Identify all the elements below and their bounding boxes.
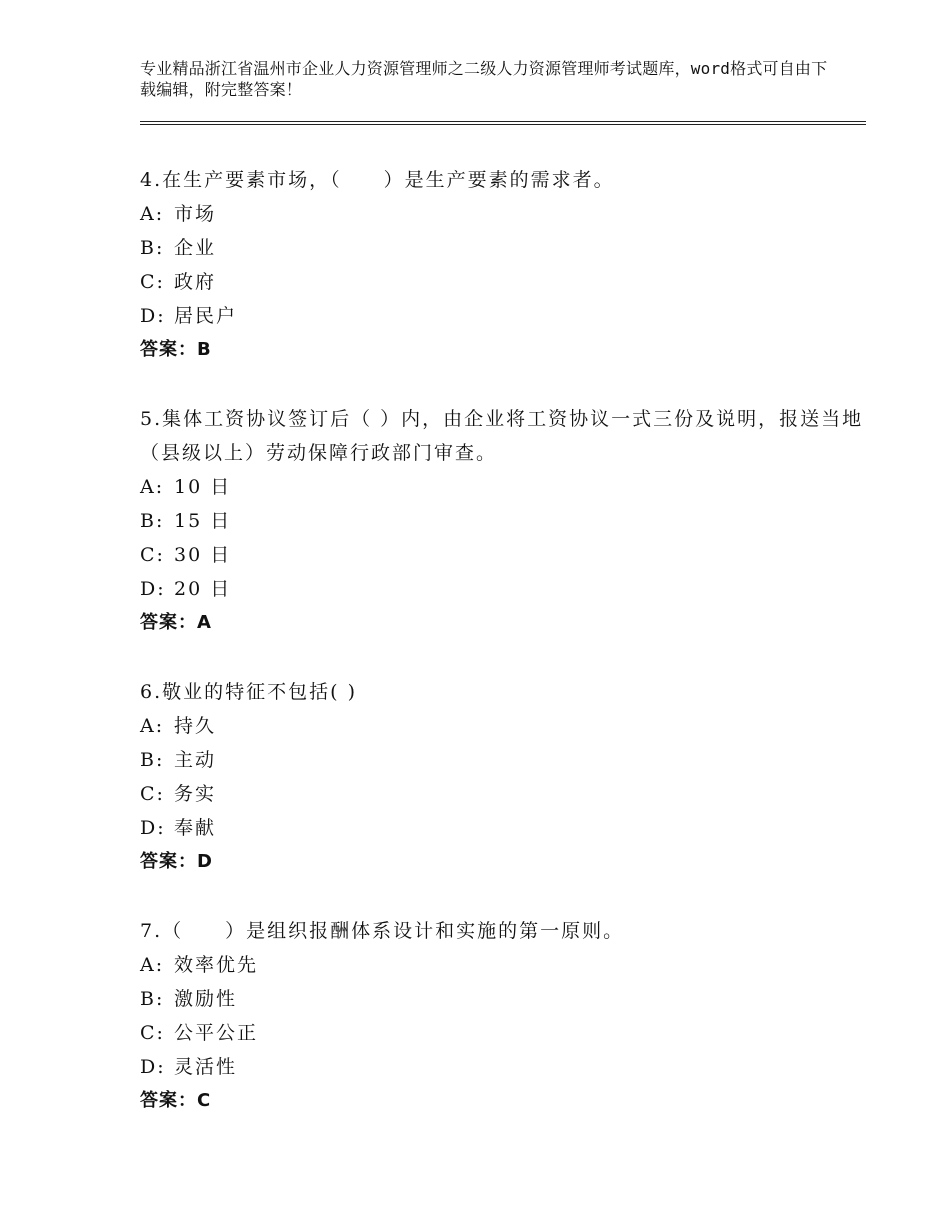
header-divider-line-secondary [140, 124, 866, 125]
option-text: 主动 [174, 749, 217, 771]
option-text: 灵活性 [174, 1056, 238, 1078]
question-list [140, 163, 866, 1118]
option-c [140, 777, 866, 811]
question-spacer [140, 879, 866, 914]
option-text: 居民户 [174, 305, 238, 327]
question-7 [140, 914, 866, 1118]
answer-label: 答案：C [140, 1090, 212, 1111]
option-key: C: [140, 783, 165, 805]
option-key: B: [140, 988, 165, 1010]
option-text: 10 日 [174, 476, 232, 498]
question-6 [140, 675, 866, 879]
option-b [140, 504, 866, 538]
option-b [140, 231, 866, 265]
option-d [140, 299, 866, 333]
option-key: B: [140, 237, 165, 259]
option-key: D: [140, 1056, 166, 1078]
option-key: C: [140, 271, 165, 293]
question-text: 7.（ ）是组织报酬体系设计和实施的第一原则。 [140, 920, 625, 942]
option-text: 企业 [174, 237, 217, 259]
option-key: B: [140, 749, 165, 771]
question-spacer [140, 640, 866, 675]
option-key: A: [140, 715, 165, 737]
option-key: D: [140, 817, 166, 839]
option-key: D: [140, 578, 166, 600]
answer-label: 答案：B [140, 339, 212, 360]
question-spacer [140, 367, 866, 402]
option-key: A: [140, 203, 165, 225]
option-text: 20 日 [174, 578, 232, 600]
option-text: 15 日 [174, 510, 232, 532]
option-key: C: [140, 1022, 165, 1044]
option-c [140, 538, 866, 572]
question-4 [140, 163, 866, 367]
option-b [140, 743, 866, 777]
option-text: 30 日 [174, 544, 232, 566]
option-d [140, 1050, 866, 1084]
option-text: 公平公正 [174, 1022, 259, 1044]
option-a [140, 948, 866, 982]
option-b [140, 982, 866, 1016]
option-key: B: [140, 510, 165, 532]
option-a [140, 470, 866, 504]
option-d [140, 811, 866, 845]
option-key: A: [140, 476, 165, 498]
option-c [140, 265, 866, 299]
option-text: 持久 [174, 715, 217, 737]
document-header: 专业精品浙江省温州市企业人力资源管理师之二级人力资源管理师考试题库，word格式可自由下载编辑，附完整答案！ [140, 59, 828, 99]
option-c [140, 1016, 866, 1050]
option-text: 奉献 [174, 817, 217, 839]
option-key: A: [140, 954, 165, 976]
option-a [140, 197, 866, 231]
answer-label: 答案：A [140, 612, 212, 633]
answer-label: 答案：D [140, 851, 213, 872]
option-key: D: [140, 305, 166, 327]
option-text: 政府 [174, 271, 217, 293]
option-a [140, 709, 866, 743]
option-d [140, 572, 866, 606]
option-text: 市场 [174, 203, 217, 225]
question-text: 4.在生产要素市场，（ ）是生产要素的需求者。 [140, 169, 615, 191]
option-text: 务实 [174, 783, 217, 805]
option-text: 效率优先 [174, 954, 259, 976]
header-divider-line [140, 121, 866, 122]
question-text: 5.集体工资协议签订后（ ）内，由企业将工资协议一式三份及说明，报送当地（县级以上）劳动保障行政部门审查。 [140, 408, 864, 464]
question-text: 6.敬业的特征不包括( ) [140, 681, 357, 703]
question-5 [140, 402, 866, 640]
option-text: 激励性 [174, 988, 238, 1010]
option-key: C: [140, 544, 165, 566]
